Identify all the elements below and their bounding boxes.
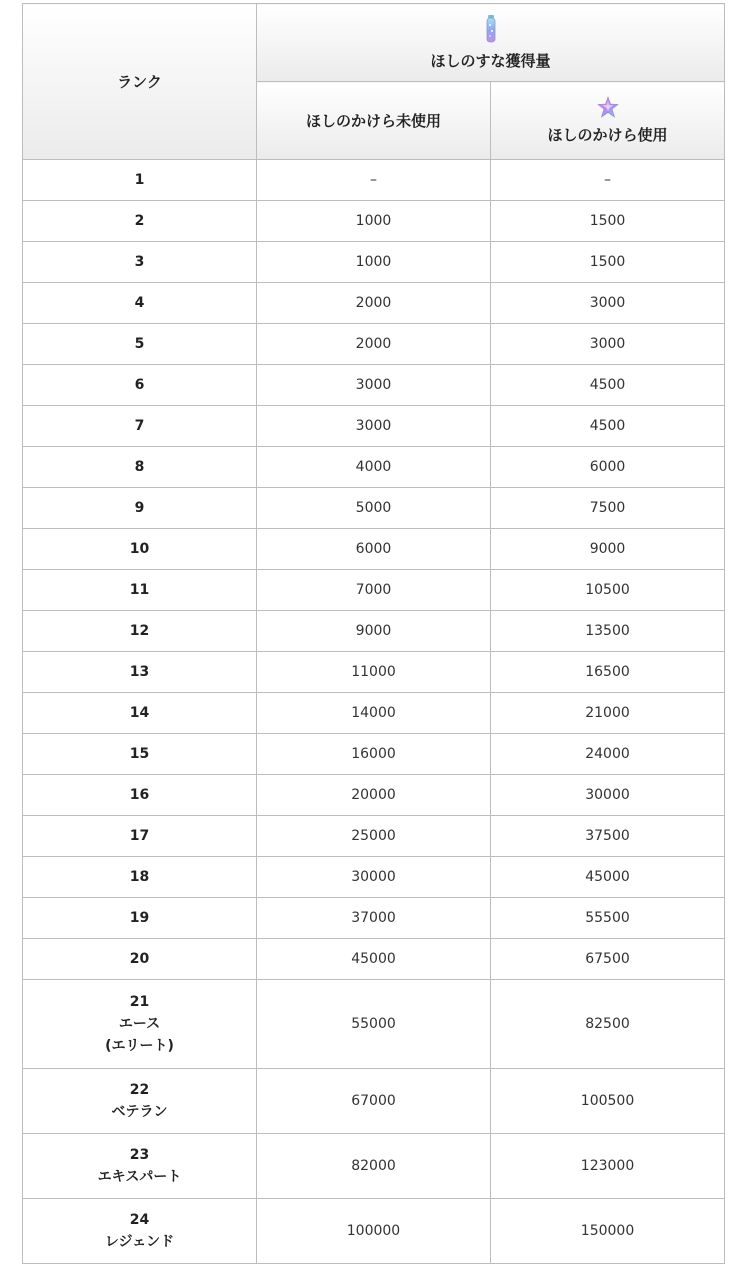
- table-row: [23, 488, 725, 529]
- table-row: [23, 529, 725, 570]
- with-fragment-value: 1500: [491, 201, 725, 242]
- table-row: [23, 939, 725, 980]
- table-row: [23, 816, 725, 857]
- table-row: [23, 324, 725, 365]
- rank-cell: [23, 529, 257, 570]
- without-fragment-value: 37000: [257, 898, 491, 939]
- rank-cell: [23, 980, 257, 1069]
- with-fragment-value: 82500: [491, 980, 725, 1069]
- rank-cell: [23, 939, 257, 980]
- rank-label: 6: [134, 377, 145, 393]
- table-row: [23, 1069, 725, 1134]
- rank-cell: [23, 898, 257, 939]
- rank-header: ランク: [23, 4, 257, 160]
- without-fragment-value: 2000: [257, 324, 491, 365]
- table-row: [23, 1134, 725, 1199]
- without-fragment-value: 82000: [257, 1134, 491, 1199]
- with-fragment-value: 16500: [491, 652, 725, 693]
- star-fragment-icon: [596, 96, 620, 118]
- rank-label: 10: [129, 541, 150, 557]
- with-fragment-value: 9000: [491, 529, 725, 570]
- with-fragment-value: 67500: [491, 939, 725, 980]
- rank-label: (エリート): [105, 1038, 174, 1054]
- table-row: [23, 775, 725, 816]
- without-fragment-value: 100000: [257, 1199, 491, 1264]
- rank-cell: [23, 406, 257, 447]
- rank-cell: [23, 693, 257, 734]
- rank-cell: [23, 324, 257, 365]
- table-body: [23, 160, 725, 1264]
- rank-label: 8: [134, 459, 145, 475]
- table-row: [23, 160, 725, 201]
- table-row: [23, 570, 725, 611]
- without-fragment-value: –: [257, 160, 491, 201]
- rank-label: 18: [129, 869, 150, 885]
- rank-label: 5: [134, 336, 145, 352]
- without-fragment-value: 6000: [257, 529, 491, 570]
- rank-label: 15: [129, 746, 150, 762]
- table-row: [23, 652, 725, 693]
- rank-cell: [23, 611, 257, 652]
- without-fragment-value: 1000: [257, 242, 491, 283]
- stardust-icon: [485, 14, 497, 44]
- rank-label: 3: [134, 254, 145, 270]
- with-fragment-value: –: [491, 160, 725, 201]
- rank-cell: [23, 201, 257, 242]
- without-fragment-value: 67000: [257, 1069, 491, 1134]
- with-fragment-value: 3000: [491, 283, 725, 324]
- rank-label: 16: [129, 787, 150, 803]
- without-fragment-value: 55000: [257, 980, 491, 1069]
- rank-cell: [23, 488, 257, 529]
- stardust-table-container: [22, 3, 724, 1264]
- rank-cell: [23, 1199, 257, 1264]
- rank-label: 22: [129, 1082, 150, 1098]
- table-row: [23, 1199, 725, 1264]
- with-fragment-value: 4500: [491, 365, 725, 406]
- rank-label: 21: [129, 994, 150, 1010]
- without-fragment-value: 3000: [257, 406, 491, 447]
- with-fragment-value: 1500: [491, 242, 725, 283]
- without-fragment-value: 30000: [257, 857, 491, 898]
- rank-cell: [23, 816, 257, 857]
- rank-label: 14: [129, 705, 150, 721]
- without-fragment-value: 1000: [257, 201, 491, 242]
- table-row: [23, 734, 725, 775]
- table-header: [23, 4, 725, 160]
- rank-cell: [23, 734, 257, 775]
- rank-label: レジェンド: [104, 1234, 175, 1250]
- table-row: [23, 857, 725, 898]
- rank-label: 19: [129, 910, 150, 926]
- rank-cell: [23, 160, 257, 201]
- rank-label: 7: [134, 418, 145, 434]
- without-fragment-header: ほしのかけら未使用: [257, 82, 491, 160]
- with-fragment-header: [491, 82, 725, 160]
- with-fragment-value: 24000: [491, 734, 725, 775]
- table-row: [23, 980, 725, 1069]
- table-row: [23, 365, 725, 406]
- stardust-gain-label: ほしのすな獲得量: [430, 52, 551, 70]
- without-fragment-value: 2000: [257, 283, 491, 324]
- rank-cell: [23, 1134, 257, 1199]
- without-fragment-value: 14000: [257, 693, 491, 734]
- without-fragment-value: 5000: [257, 488, 491, 529]
- without-fragment-value: 7000: [257, 570, 491, 611]
- rank-label: 11: [129, 582, 150, 598]
- table-row: [23, 283, 725, 324]
- rank-cell: [23, 1069, 257, 1134]
- with-fragment-value: 100500: [491, 1069, 725, 1134]
- with-fragment-value: 150000: [491, 1199, 725, 1264]
- rank-label: 24: [129, 1212, 150, 1228]
- rank-label: 20: [129, 951, 150, 967]
- with-fragment-label: ほしのかけら使用: [547, 126, 668, 144]
- rank-cell: [23, 365, 257, 406]
- with-fragment-value: 4500: [491, 406, 725, 447]
- rank-cell: [23, 447, 257, 488]
- table-row: [23, 242, 725, 283]
- without-fragment-value: 16000: [257, 734, 491, 775]
- without-fragment-value: 25000: [257, 816, 491, 857]
- with-fragment-value: 6000: [491, 447, 725, 488]
- without-fragment-value: 20000: [257, 775, 491, 816]
- rank-label: 9: [134, 500, 145, 516]
- rank-label: 4: [134, 295, 145, 311]
- rank-label: ベテラン: [111, 1104, 168, 1120]
- rank-label: エース: [118, 1016, 161, 1032]
- stardust-gain-header: [257, 4, 725, 82]
- table-row: [23, 611, 725, 652]
- table-row: [23, 898, 725, 939]
- without-fragment-value: 3000: [257, 365, 491, 406]
- with-fragment-value: 7500: [491, 488, 725, 529]
- rank-cell: [23, 242, 257, 283]
- rank-cell: [23, 652, 257, 693]
- with-fragment-value: 13500: [491, 611, 725, 652]
- table-row: [23, 406, 725, 447]
- with-fragment-value: 10500: [491, 570, 725, 611]
- without-fragment-value: 11000: [257, 652, 491, 693]
- table-row: [23, 447, 725, 488]
- with-fragment-value: 45000: [491, 857, 725, 898]
- without-fragment-value: 45000: [257, 939, 491, 980]
- rank-cell: [23, 283, 257, 324]
- rank-label: 12: [129, 623, 150, 639]
- rank-label: 1: [134, 172, 145, 188]
- rank-label: 17: [129, 828, 150, 844]
- rank-cell: [23, 857, 257, 898]
- with-fragment-value: 21000: [491, 693, 725, 734]
- with-fragment-value: 3000: [491, 324, 725, 365]
- with-fragment-value: 30000: [491, 775, 725, 816]
- with-fragment-value: 123000: [491, 1134, 725, 1199]
- with-fragment-value: 55500: [491, 898, 725, 939]
- header-row-1: [23, 4, 725, 82]
- rank-label: 2: [134, 213, 145, 229]
- rank-label: エキスパート: [97, 1169, 182, 1185]
- table-row: [23, 201, 725, 242]
- without-fragment-value: 9000: [257, 611, 491, 652]
- rank-label: 13: [129, 664, 150, 680]
- with-fragment-value: 37500: [491, 816, 725, 857]
- rank-cell: [23, 775, 257, 816]
- without-fragment-value: 4000: [257, 447, 491, 488]
- stardust-table: [22, 3, 725, 1264]
- rank-label: 23: [129, 1147, 150, 1163]
- rank-cell: [23, 570, 257, 611]
- table-row: [23, 693, 725, 734]
